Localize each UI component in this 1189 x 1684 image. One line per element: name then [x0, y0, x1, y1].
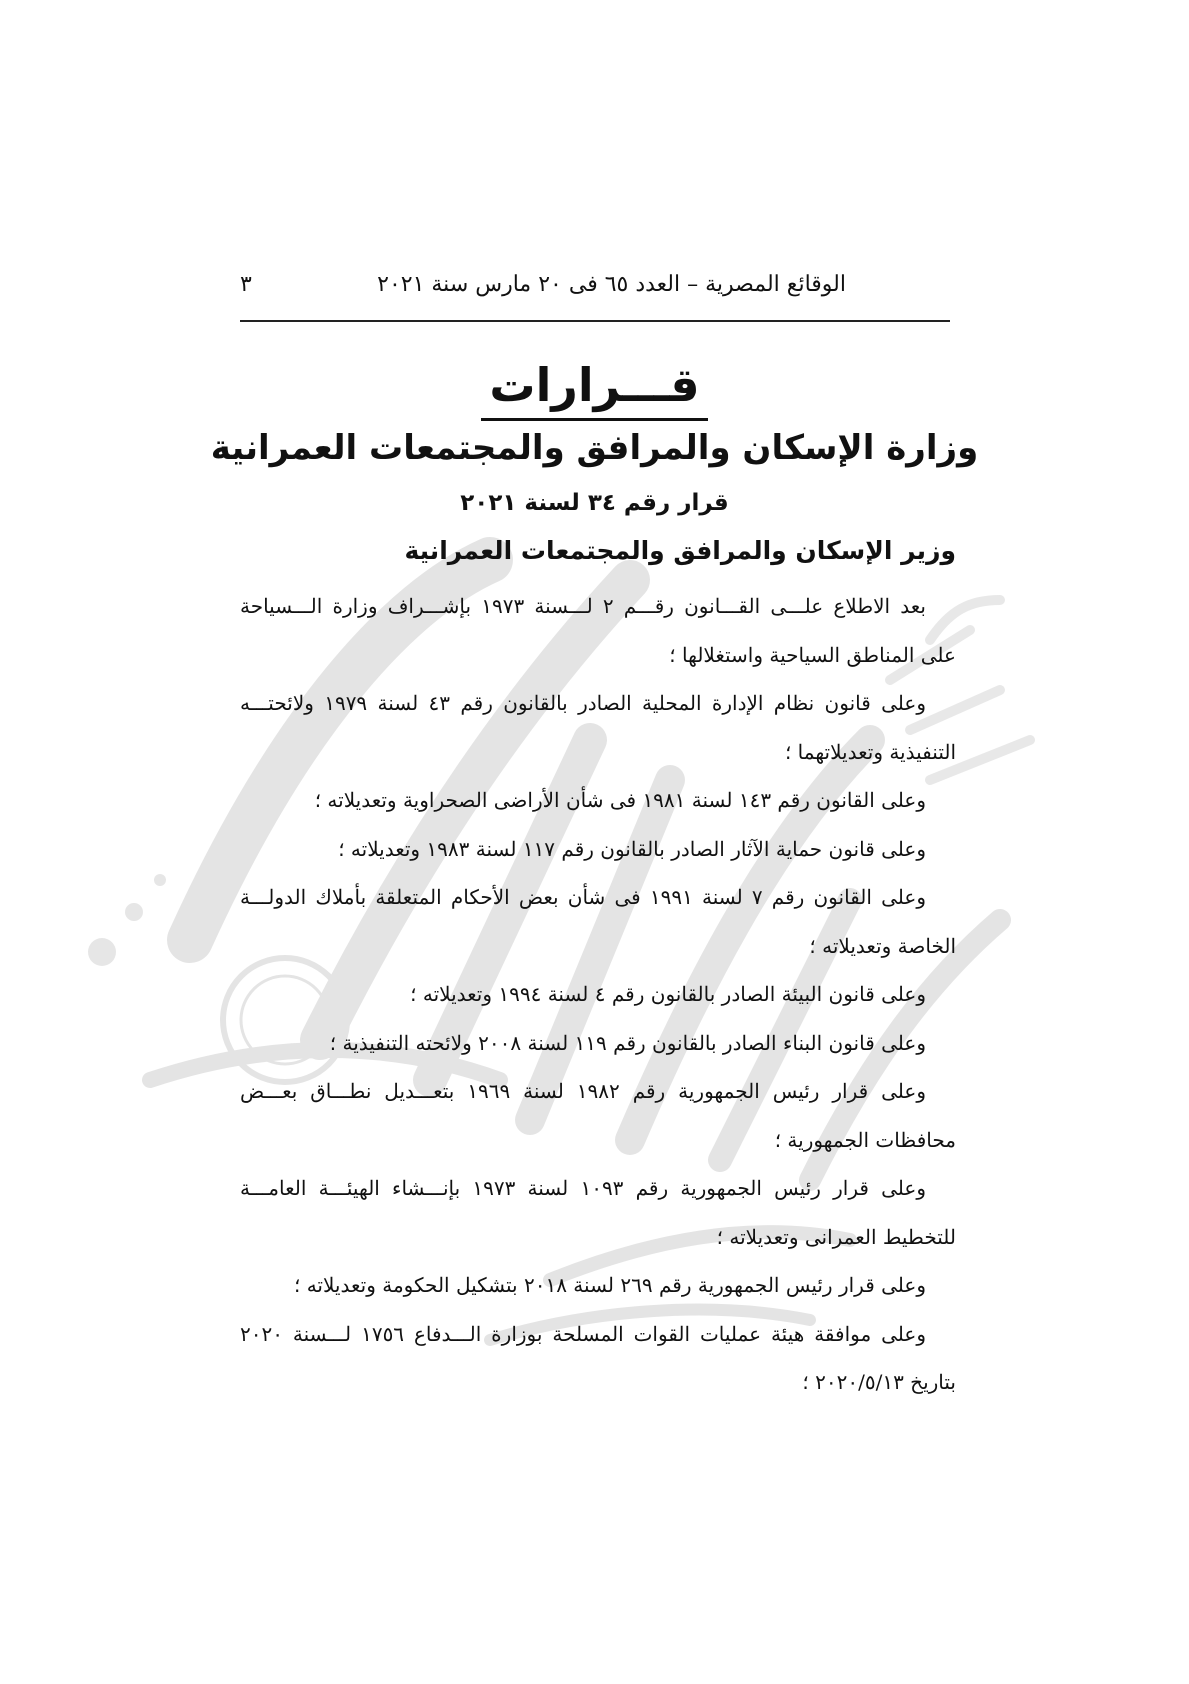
paragraph: وعلى قانون البيئة الصادر بالقانون رقم ٤ لسنة ١٩٩٤ وتعديلاته ؛ [410, 982, 926, 1006]
paragraph: وعلى القانون رقم ٧ لسنة ١٩٩١ فى شأن بعض الأحكام المتعلقة بأملاك الدولـــة الخاصة وتعديلاته ؛ [240, 885, 956, 958]
decree-number: قرار رقم ٣٤ لسنة ٢٠٢١ [460, 490, 729, 516]
minister-title: وزير الإسكان والمرافق والمجتمعات العمرانية [404, 536, 956, 565]
paragraph: وعلى قانون نظام الإدارة المحلية الصادر بالقانون رقم ٤٣ لسنة ١٩٧٩ ولائحتـــه التنفيذية وتعديلاتهما ؛ [240, 691, 956, 764]
decree-body [240, 582, 956, 1407]
paragraph: وعلى قرار رئيس الجمهورية رقم ١٩٨٢ لسنة ١٩٦٩ بتعـــديل نطـــاق بعـــض محافظات الجمهورية ؛ [240, 1079, 956, 1152]
section-heading-text: قـــرارات [481, 358, 707, 421]
paragraph: وعلى قانون حماية الآثار الصادر بالقانون رقم ١١٧ لسنة ١٩٨٣ وتعديلاته ؛ [338, 836, 926, 861]
paragraph: وعلى القانون رقم ١٤٣ لسنة ١٩٨١ فى شأن الأراضى الصحراوية وتعديلاته ؛ [314, 788, 926, 812]
ministry-title: وزارة الإسكان والمرافق والمجتمعات العمرانية [210, 428, 979, 468]
header-title: الوقائع المصرية – العدد ٦٥ فى ٢٠ مارس سنة ٢٠٢١ [377, 272, 846, 297]
paragraph: وعلى موافقة هيئة عمليات القوات المسلحة بوزارة الـــدفاع ١٧٥٦ لـــسنة ٢٠٢٠ بتاريخ ٢٠٢٠/٥/١٣ ؛ [240, 1321, 956, 1394]
paragraph: وعلى قرار رئيس الجمهورية رقم ١٠٩٣ لسنة ١٩٧٣ بإنـــشاء الهيئـــة العامـــة للتخطيط العمرانى وتعديلاته ؛ [240, 1176, 956, 1249]
paragraph: وعلى قرار رئيس الجمهورية رقم ٢٦٩ لسنة ٢٠١٨ بتشكيل الحكومة وتعديلاته ؛ [293, 1273, 926, 1297]
paragraph: بعد الاطلاع علـــى القـــانون رقـــم ٢ لـــسنة ١٩٧٣ بإشـــراف وزارة الـــسياحة على المناطق السياحية واستغلالها ؛ [240, 594, 956, 667]
section-heading [0, 358, 1189, 421]
page-number: ٣ [240, 272, 252, 297]
running-header [240, 272, 950, 322]
paragraph: وعلى قانون البناء الصادر بالقانون رقم ١١٩ لسنة ٢٠٠٨ ولائحته التنفيذية ؛ [329, 1030, 926, 1055]
